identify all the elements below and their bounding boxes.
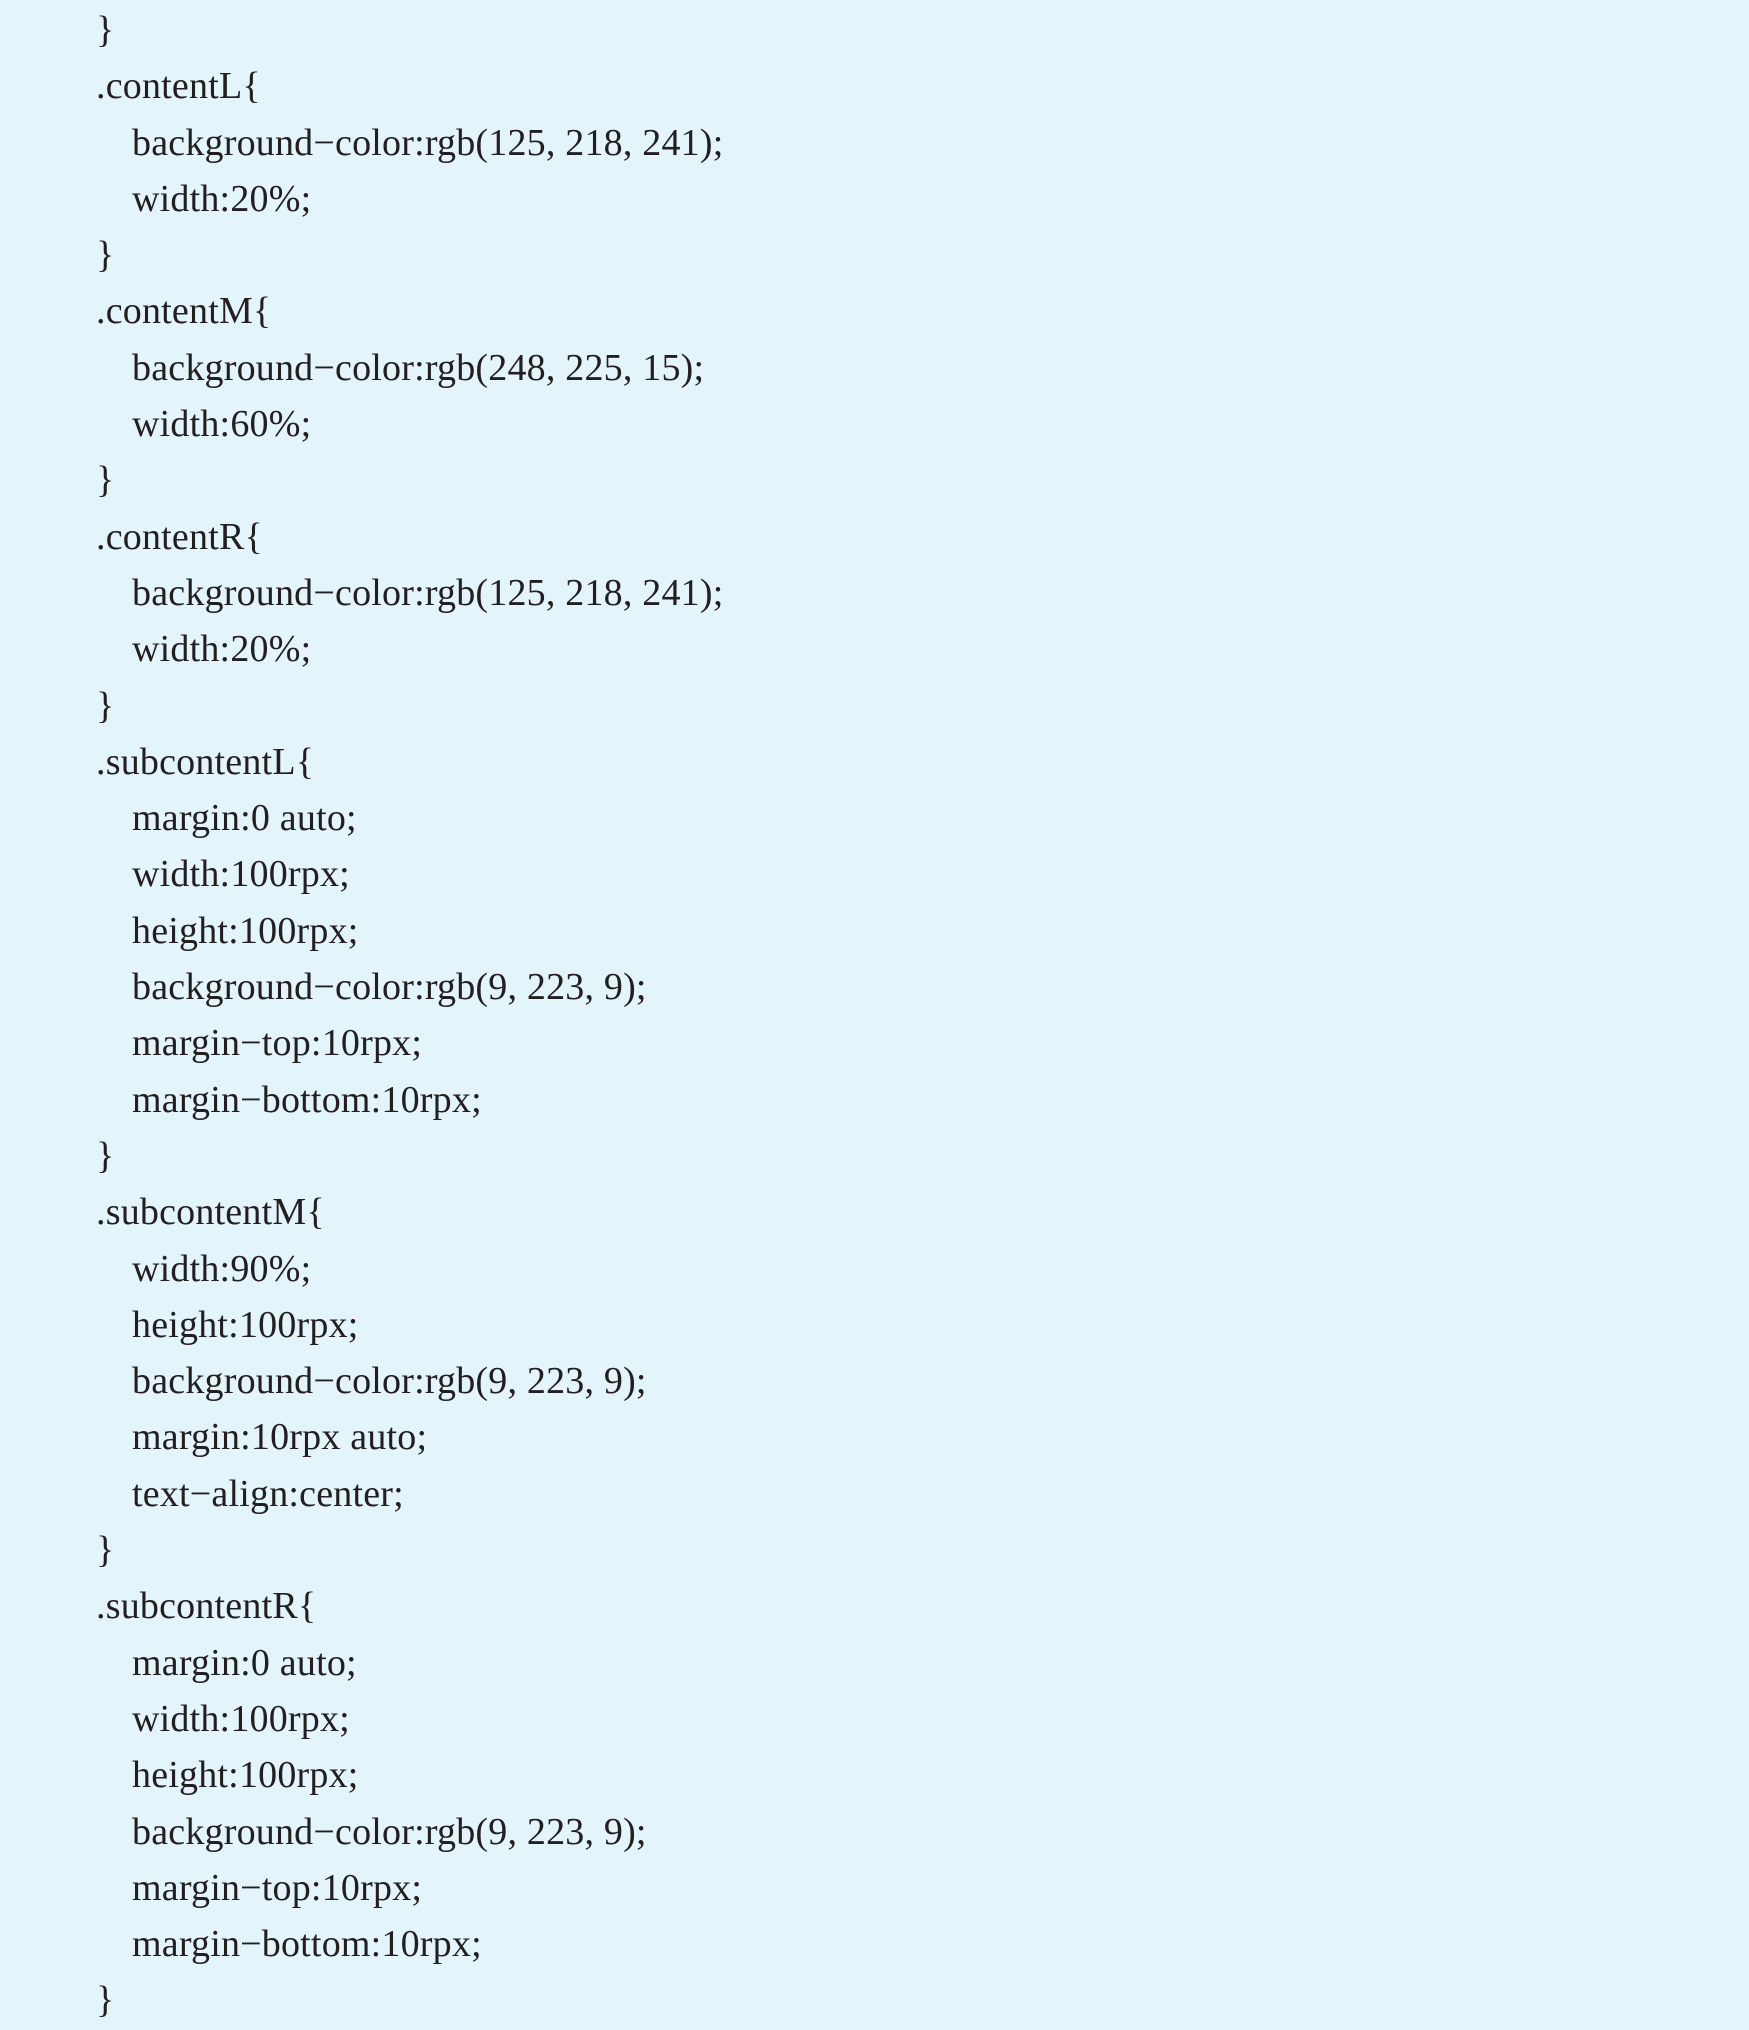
code-line: width:60%; (132, 403, 312, 446)
code-line: width:20%; (132, 628, 312, 671)
code-line: background−color:rgb(9, 223, 9); (132, 1810, 647, 1853)
code-line: width:20%; (132, 177, 312, 220)
code-line: } (96, 1529, 115, 1572)
code-line: .contentL{ (96, 65, 261, 108)
code-line: height:100rpx; (132, 909, 359, 952)
code-line: background−color:rgb(9, 223, 9); (132, 966, 647, 1009)
code-line: .subcontentL{ (96, 740, 315, 783)
code-line: .subcontentM{ (96, 1191, 325, 1234)
code-line: } (96, 459, 115, 502)
code-line: background−color:rgb(9, 223, 9); (132, 1360, 647, 1403)
code-line: width:100rpx; (132, 1697, 350, 1740)
code-line: background−color:rgb(125, 218, 241); (132, 121, 724, 164)
code-line: background−color:rgb(125, 218, 241); (132, 571, 724, 614)
code-line: margin:10rpx auto; (132, 1416, 428, 1459)
code-line: .contentR{ (96, 515, 263, 558)
code-line: background−color:rgb(248, 225, 15); (132, 346, 705, 389)
code-line: margin−bottom:10rpx; (132, 1078, 482, 1121)
code-line: } (96, 1134, 115, 1177)
code-line: } (96, 234, 115, 277)
code-line: width:100rpx; (132, 853, 350, 896)
code-line: } (96, 684, 115, 727)
code-line: height:100rpx; (132, 1303, 359, 1346)
code-line: .contentM{ (96, 290, 272, 333)
code-line: text−align:center; (132, 1472, 404, 1515)
code-line: } (96, 1979, 115, 2022)
code-line: margin−bottom:10rpx; (132, 1923, 482, 1966)
code-line: margin−top:10rpx; (132, 1022, 423, 1065)
code-line: .subcontentR{ (96, 1585, 317, 1628)
code-line: } (96, 9, 115, 51)
code-line: width:90%; (132, 1247, 312, 1290)
code-line: margin−top:10rpx; (132, 1866, 423, 1909)
code-line: height:100rpx; (132, 1754, 359, 1797)
code-line: margin:0 auto; (132, 1641, 357, 1684)
code-line: margin:0 auto; (132, 797, 357, 840)
